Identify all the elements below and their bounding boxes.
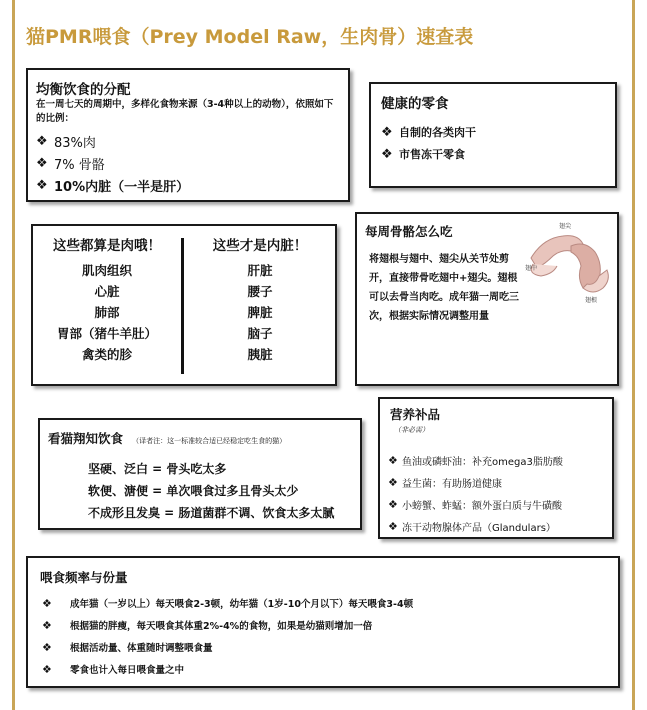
snack-item: ❖ 自制的各类肉干 xyxy=(381,124,476,140)
balanced-item: ❖ 7% 骨骼 xyxy=(36,156,105,173)
meat-item: 心脏 xyxy=(94,284,120,299)
poop-row: 坚硬、泛白 = 骨头吃太多 xyxy=(88,462,227,476)
wing-label: 翅根 xyxy=(585,297,598,304)
chicken-wing-illustration xyxy=(523,218,617,304)
balanced-diet-box xyxy=(26,68,350,202)
diamond-bullet-icon: ❖ xyxy=(36,178,48,193)
supplements-box xyxy=(378,397,614,539)
frequency-box xyxy=(26,556,620,688)
meat-organ-box xyxy=(31,224,337,386)
supplement-item: ❖ 小螃蟹、蚱蜢：额外蛋白质与牛磺酸 xyxy=(388,498,562,512)
organ-item: 脾脏 xyxy=(247,305,273,320)
snacks-box xyxy=(369,82,617,188)
snacks-heading: 健康的零食 xyxy=(381,96,449,112)
poop-heading: 看猫翔知饮食 xyxy=(48,431,124,446)
diamond-bullet-icon: ❖ xyxy=(42,596,52,610)
supplements-sub: （非必需） xyxy=(394,426,429,434)
diamond-bullet-icon: ❖ xyxy=(42,662,52,676)
supplement-item: ❖ 益生菌：有助肠道健康 xyxy=(388,476,502,490)
meat-item: 胃部（猪牛羊肚） xyxy=(56,326,157,341)
balanced-diet-desc: 在一周七天的周期中，多样化食物来源（3-4种以上的动物），依照如下的比例： xyxy=(36,99,334,124)
poop-heading-row xyxy=(48,428,286,447)
diamond-bullet-icon: ❖ xyxy=(36,156,48,171)
meat-item: 肌肉组织 xyxy=(81,263,132,278)
diamond-bullet-icon: ❖ xyxy=(381,146,393,162)
snack-item: ❖ 市售冻干零食 xyxy=(381,146,465,162)
organ-column xyxy=(185,234,335,365)
diamond-bullet-icon: ❖ xyxy=(388,476,398,489)
diamond-bullet-icon: ❖ xyxy=(388,520,398,533)
wing-label: 翅中 xyxy=(525,265,538,272)
bones-box xyxy=(355,212,619,386)
poop-note: （译者注：这一标准较合适已经稳定吃生食的猫） xyxy=(132,437,287,445)
diamond-bullet-icon: ❖ xyxy=(388,498,398,511)
bones-heading: 每周骨骼怎么吃 xyxy=(365,224,453,239)
bones-text: 将翅根与翅中、翅尖从关节处剪开，直接带骨吃翅中+翅尖。翅根可以去骨当肉吃。成年猫一周吃三次，根据实际情况调整用量 xyxy=(369,254,519,322)
diamond-bullet-icon: ❖ xyxy=(381,124,393,140)
meat-item: 禽类的胗 xyxy=(81,347,132,362)
diamond-bullet-icon: ❖ xyxy=(42,640,52,654)
right-gold-rail xyxy=(632,0,635,710)
wing-label: 翅尖 xyxy=(559,223,572,230)
poop-row: 不成形且发臭 = 肠道菌群不调、饮食太多太腻 xyxy=(88,506,335,520)
organ-item: 胰脏 xyxy=(247,347,273,362)
balanced-diet-heading: 均衡饮食的分配 xyxy=(36,82,131,98)
column-divider xyxy=(181,238,184,374)
organ-item: 脑子 xyxy=(247,326,273,341)
supplement-item: ❖ 冻干动物腺体产品（Glandulars） xyxy=(388,520,556,534)
diamond-bullet-icon: ❖ xyxy=(388,454,398,467)
page-title: 猫PMR喂食（Prey Model Raw，生肉骨）速查表 xyxy=(26,26,474,48)
diamond-bullet-icon: ❖ xyxy=(36,134,48,149)
left-gold-rail xyxy=(12,0,15,710)
frequency-item: ❖ 成年猫（一岁以上）每天喂食2-3顿，幼年猫（1岁-10个月以下）每天喂食3-4顿 xyxy=(42,596,414,610)
poop-row: 软便、溏便 = 单次喂食过多且骨头太少 xyxy=(88,484,299,498)
meat-heading: 这些都算是肉哦！ xyxy=(53,238,161,254)
organ-item: 肝脏 xyxy=(247,263,273,278)
poop-guide-box xyxy=(38,418,362,530)
supplement-item: ❖ 鱼油或磷虾油：补充omega3脂肪酸 xyxy=(388,454,563,468)
meat-column xyxy=(33,234,181,365)
frequency-item: ❖ 零食也计入每日喂食量之中 xyxy=(42,662,185,676)
organ-item: 腰子 xyxy=(247,284,273,299)
frequency-item: ❖ 根据活动量、体重随时调整喂食量 xyxy=(42,640,213,654)
meat-item: 肺部 xyxy=(94,305,120,320)
frequency-item: ❖ 根据猫的胖瘦，每天喂食其体重2%-4%的食物，如果是幼猫则增加一倍 xyxy=(42,618,373,632)
supplements-heading: 营养补品 xyxy=(390,407,441,422)
diamond-bullet-icon: ❖ xyxy=(42,618,52,632)
frequency-heading: 喂食频率与份量 xyxy=(40,570,128,585)
organ-heading: 这些才是内脏！ xyxy=(212,238,308,254)
balanced-item: ❖ 83%肉 xyxy=(36,134,96,151)
balanced-item: ❖ 10%内脏（一半是肝） xyxy=(36,178,190,195)
